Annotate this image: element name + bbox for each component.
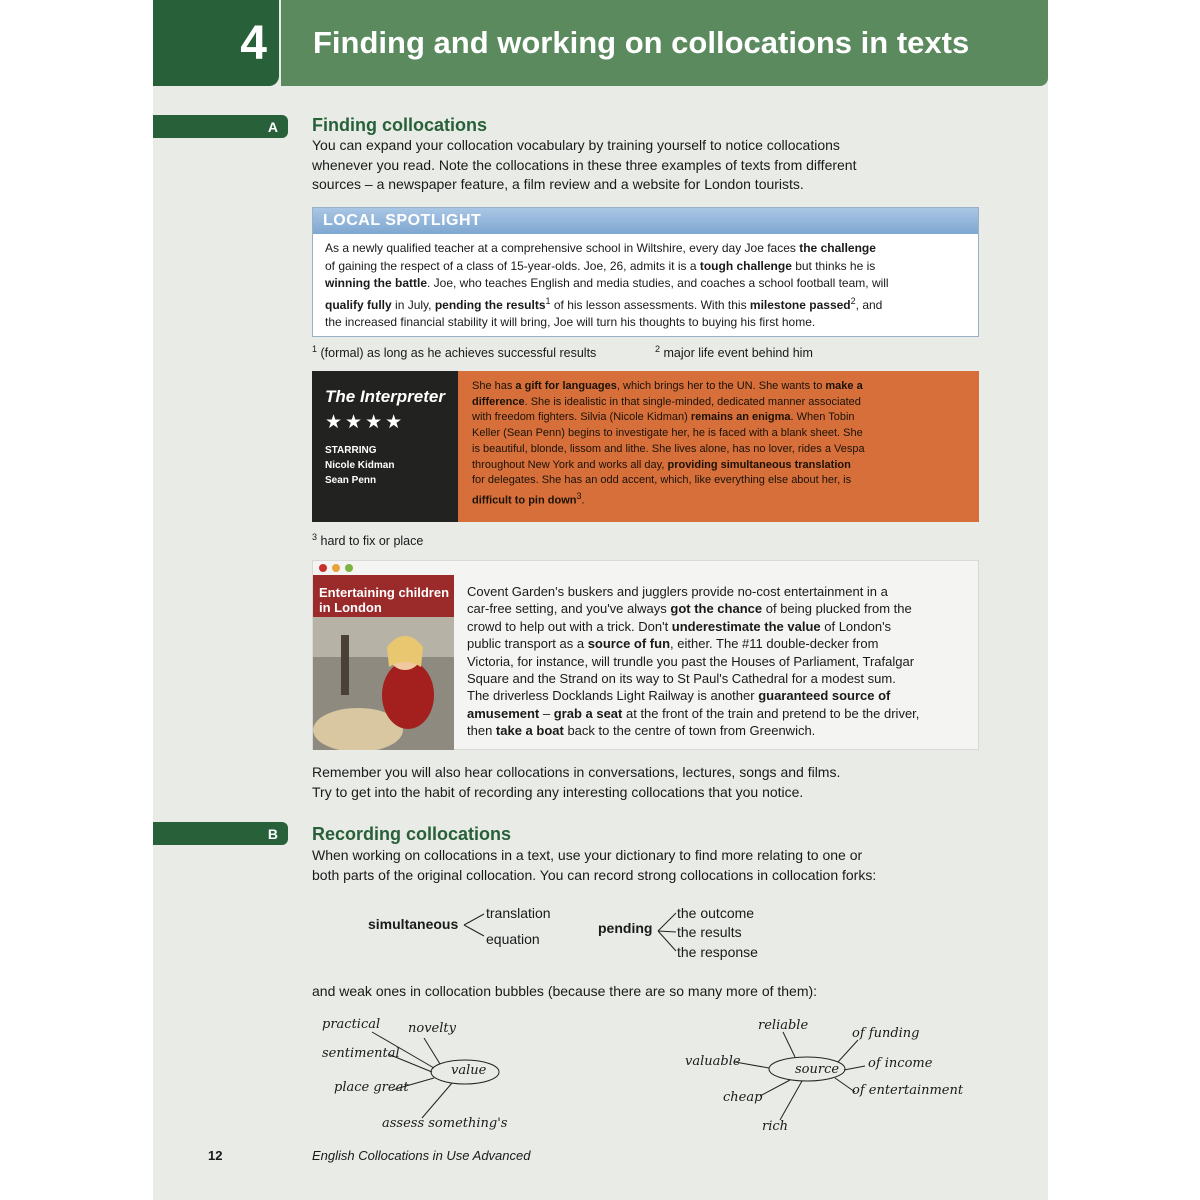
bubble-center: value — [451, 1063, 487, 1078]
text: is beautiful, blonde, lissom and lithe. She lives alone, has no lover, rides a Vespa — [472, 442, 865, 455]
collocation: guaranteed source of — [758, 688, 891, 704]
film-review-text — [458, 371, 979, 522]
collocation: difference — [472, 395, 525, 408]
text: As a newly qualified teacher at a comprehensive school in Wiltshire, every day Joe faces — [325, 241, 800, 255]
bubble-word: valuable — [685, 1054, 741, 1069]
intro-line: both parts of the original collocation. You can record strong collocations in collocation forks: — [312, 866, 877, 883]
book-title: English Collocations in Use Advanced — [312, 1148, 531, 1163]
bubble-center: source — [795, 1062, 840, 1077]
text: then — [467, 723, 496, 739]
page-title — [281, 0, 1048, 86]
footnote-number: 2 — [655, 344, 661, 354]
fork-item: equation — [486, 931, 540, 947]
fork-item: the outcome — [677, 905, 755, 921]
footnote-marker: 3 — [576, 490, 582, 501]
collocation: a gift for languages — [515, 380, 617, 392]
page-number: 12 — [208, 1148, 223, 1163]
text: with freedom fighters. Silvia (Nicole Kidman) — [472, 411, 691, 424]
fork-lines — [656, 906, 678, 958]
collocation: take a boat — [495, 723, 564, 739]
intro-line: When working on collocations in a text, use your dictionary to find more relating to one or — [312, 847, 863, 863]
text: car-free setting, and you've always — [467, 601, 671, 617]
collocation: pending the results — [434, 297, 546, 312]
bubble-word: reliable — [758, 1018, 809, 1033]
text: . — [581, 494, 585, 507]
bubble-word: sentimental — [322, 1046, 400, 1061]
text: throughout New York and works all day, — [472, 458, 668, 471]
website-text — [467, 583, 972, 740]
text: of London's — [820, 618, 892, 634]
section-a-heading: Finding collocations — [312, 115, 487, 135]
collocation: providing simultaneous translation — [667, 458, 851, 471]
text: for delegates. She has an odd accent, which, like everything else about her, is — [472, 474, 852, 487]
collocation: qualify fully — [325, 297, 392, 312]
text: Keller (Sean Penn) begins to investigate her, he is faced with a blank sheet. She — [472, 427, 863, 440]
collocation: got the chance — [670, 601, 763, 617]
collocation: the challenge — [799, 241, 876, 255]
fork-item: the results — [677, 924, 742, 940]
text: . Joe, who teaches English and media studies, and coaches a school football team, will — [427, 276, 889, 290]
browser-dots — [319, 564, 353, 572]
bubble-word: of funding — [852, 1026, 920, 1041]
star-rating: ★★★★ — [325, 412, 406, 433]
text: in July, — [391, 297, 435, 312]
footnote-text: hard to fix or place — [317, 534, 424, 549]
child-photo — [313, 575, 454, 750]
section-a-tab: A — [153, 115, 288, 138]
bubble-word: practical — [322, 1017, 381, 1032]
footnote-number: 1 — [312, 344, 318, 354]
text: of his lesson assessments. With this — [550, 297, 750, 312]
outro-line: Try to get into the habit of recording any interesting collocations that you notice. — [312, 783, 804, 800]
text: , and — [855, 297, 883, 312]
text: . She is idealistic in that single-minded, dedicated manner associated — [524, 395, 861, 408]
actor-name: Nicole Kidman — [325, 460, 395, 471]
section-a-outro — [312, 763, 922, 802]
text: – — [539, 705, 554, 721]
bubble-word: rich — [762, 1119, 789, 1134]
fork-head-pending: pending — [598, 920, 653, 936]
text: public transport as a — [467, 636, 588, 652]
text: back to the centre of town from Greenwich. — [563, 723, 816, 739]
footnote-marker: 2 — [850, 295, 856, 306]
intro-line: whenever you read. Note the collocations in these three examples of texts from different — [312, 156, 857, 173]
collocation: amusement — [467, 705, 540, 721]
text: . When Tobin — [790, 411, 855, 424]
footnote-number: 3 — [312, 532, 318, 542]
fork-item: translation — [486, 905, 551, 921]
text: , either. The #11 double-decker from — [670, 636, 879, 652]
collocation: grab a seat — [553, 705, 623, 721]
outro-line: Remember you will also hear collocations in conversations, lectures, songs and films. — [312, 764, 841, 780]
footnote-text: (formal) as long as he achieves successful results — [317, 346, 597, 361]
collocation: difficult to pin down — [472, 494, 577, 507]
section-b-intro — [312, 846, 922, 885]
bubble-word: novelty — [408, 1021, 456, 1036]
bubble-word: assess something's — [382, 1116, 508, 1131]
collocation: remains an enigma — [690, 411, 791, 424]
footnote-1 — [312, 344, 596, 360]
film-title: The Interpreter — [325, 387, 445, 406]
bubble-word: cheap — [723, 1090, 763, 1105]
bubbles-intro: and weak ones in collocation bubbles (because there are so many more of them): — [312, 983, 818, 999]
text: She has — [472, 380, 516, 392]
intro-line: You can expand your collocation vocabulary by training yourself to notice collocations — [312, 137, 840, 153]
local-spotlight-box — [312, 207, 979, 337]
fork-head-simultaneous: simultaneous — [368, 916, 459, 932]
collocation: winning the battle — [325, 276, 427, 290]
fork-item: the response — [677, 944, 758, 960]
green-dot-icon — [345, 564, 353, 572]
footnote-marker: 1 — [545, 295, 551, 306]
text: , which brings her to the UN. She wants to — [616, 380, 826, 392]
starring-label: STARRING — [325, 445, 377, 456]
text: The driverless Docklands Light Railway is another — [467, 688, 759, 704]
fork-lines — [462, 908, 486, 942]
page-title-text: Finding and working on collocations in texts — [313, 25, 970, 60]
bubble-word: of income — [868, 1056, 933, 1071]
text: the increased financial stability it will bring, Joe will turn his thoughts to buying his first home. — [325, 315, 816, 329]
text: Victoria, for instance, will trundle you past the Houses of Parliament, Trafalgar — [467, 653, 915, 669]
spotlight-header: LOCAL SPOTLIGHT — [313, 208, 978, 234]
collocation: milestone passed — [749, 297, 851, 312]
collocation: tough challenge — [699, 258, 792, 273]
section-a-intro — [312, 136, 922, 195]
film-review-box — [312, 371, 979, 522]
text: of gaining the respect of a class of 15-year-olds. Joe, 26, admits it is a — [325, 258, 700, 273]
collocation: make a — [825, 380, 863, 392]
yellow-dot-icon — [332, 564, 340, 572]
collocation: source of fun — [587, 636, 671, 652]
section-b-heading: Recording collocations — [312, 824, 512, 844]
text: but thinks he is — [791, 258, 876, 273]
spotlight-text — [313, 234, 978, 332]
film-credits — [325, 443, 394, 488]
film-info-panel — [312, 371, 458, 522]
red-dot-icon — [319, 564, 327, 572]
text: at the front of the train and pretend to be the driver, — [622, 705, 920, 721]
text: Covent Garden's buskers and jugglers provide no-cost entertainment in a — [467, 584, 888, 599]
footnote-text: major life event behind him — [660, 346, 813, 361]
unit-number: 4 — [153, 0, 279, 86]
bubble-word: of entertainment — [852, 1083, 964, 1098]
intro-line: sources – a newspaper feature, a film review and a website for London tourists. — [312, 176, 804, 192]
text: Square and the Strand on its way to St Paul's Cathedral for a modest sum. — [467, 671, 896, 687]
text: of being plucked from the — [762, 601, 912, 617]
text: crowd to help out with a trick. Don't — [467, 618, 672, 634]
footnote-2 — [655, 344, 813, 360]
website-box — [312, 560, 979, 750]
bubble-word: place great — [334, 1080, 409, 1095]
website-image-title: Entertaining children in London — [319, 585, 450, 615]
actor-name: Sean Penn — [325, 475, 377, 486]
section-b-tab: B — [153, 822, 288, 845]
collocation: underestimate the value — [671, 618, 821, 634]
footnote-3 — [312, 532, 423, 548]
